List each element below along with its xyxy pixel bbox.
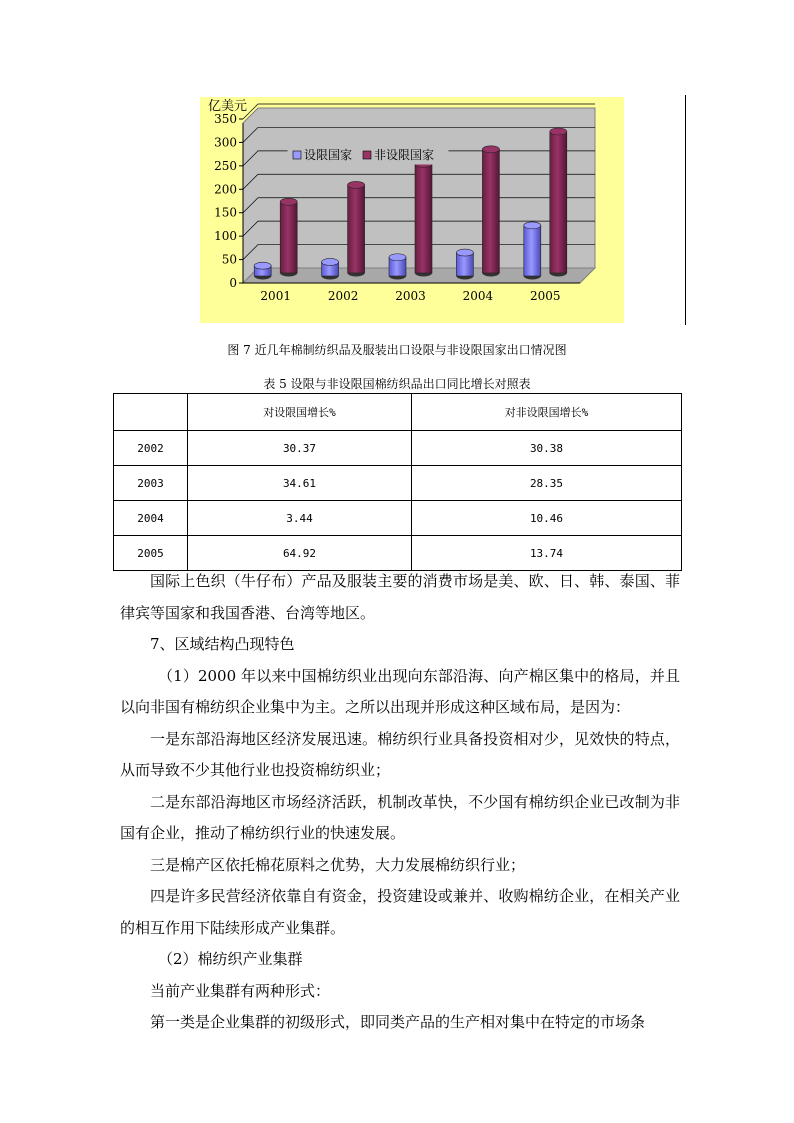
bar-unrestricted-2002 — [348, 185, 365, 273]
paragraph: 四是许多民营经济依靠自有资金，投资建设或兼并、收购棉纺企业，在相关产业的相互作用下陆续形成产业集群。 — [120, 887, 680, 937]
y-tick-label: 350 — [214, 112, 237, 126]
body-text — [120, 566, 680, 1039]
paragraph: 第一类是企业集群的初级形式，即同类产品的生产相对集中在特定的市场条 — [150, 1013, 646, 1031]
bar-top — [254, 262, 271, 269]
export-bar-chart — [200, 97, 624, 323]
bar-top — [389, 254, 406, 261]
table-cell: 13.74 — [412, 536, 682, 571]
x-tick-label: 2005 — [530, 289, 561, 303]
table-cell: 64.92 — [188, 536, 412, 571]
bar-top — [524, 222, 541, 229]
paragraph: 当前产业集群有两种形式： — [150, 981, 331, 1000]
growth-table — [113, 393, 682, 571]
bar-unrestricted-2004 — [482, 149, 499, 273]
x-tick-label: 2002 — [327, 289, 359, 303]
table-cell: 34.61 — [188, 466, 412, 501]
bar-top — [550, 128, 567, 135]
y-axis-unit-label: 亿美元 — [208, 99, 248, 114]
y-tick-label: 200 — [214, 182, 237, 197]
legend-swatch — [363, 151, 371, 159]
legend-label: 设限国家 — [304, 148, 353, 162]
table-cell-year: 2002 — [114, 431, 188, 466]
bar-unrestricted-2001 — [280, 202, 297, 273]
paragraph: （1）2000 年以来中国棉纺织业出现向东部沿海、向产棉区集中的格局，并且以向非国有棉纺织企业集中为主。之所以出现并形成这种区域布局，是因为： — [120, 666, 680, 716]
y-tick-label: 100 — [214, 229, 237, 244]
x-tick-label: 2001 — [260, 289, 291, 303]
y-tick-label: 250 — [214, 158, 237, 173]
table-row — [114, 501, 682, 536]
paragraph: 国际上色织（牛仔布）产品及服装主要的消费市场是美、欧、日、韩、泰国、菲律宾等国家和我国香港、台湾等地区。 — [120, 572, 680, 622]
bar-top — [280, 198, 297, 205]
table-cell: 28.35 — [412, 466, 682, 501]
bar-unrestricted-2005 — [550, 131, 567, 273]
table-header-cell — [114, 394, 188, 431]
bar-top — [322, 258, 339, 265]
legend-label: 非设限国家 — [374, 148, 435, 162]
table-header-row — [114, 394, 682, 431]
bar-top — [482, 146, 499, 153]
table-cell-year: 2004 — [114, 501, 188, 536]
x-tick-label: 2004 — [462, 289, 494, 303]
table-cell: 30.38 — [412, 431, 682, 466]
paragraph: 二是东部沿海地区市场经济活跃，机制改革快，不少国有棉纺织企业已改制为非国有企业，推动了棉纺织行业的快速发展。 — [120, 792, 680, 842]
paragraph: 一是东部沿海地区经济发展迅速。棉纺织行业具备投资相对少，见效快的特点，从而导致不少其他行业也投资棉纺织业； — [120, 729, 680, 779]
table-header-cell: 对非设限国增长% — [412, 394, 682, 431]
table-cell-year: 2003 — [114, 466, 188, 501]
table-row — [114, 431, 682, 466]
chart-svg — [200, 97, 624, 323]
table-cell: 30.37 — [188, 431, 412, 466]
bar-restricted-2005 — [524, 225, 541, 276]
table-cell: 3.44 — [188, 501, 412, 536]
legend-swatch — [293, 151, 301, 159]
table-cell: 10.46 — [412, 501, 682, 536]
bar-unrestricted-2003 — [415, 164, 432, 273]
y-tick-label: 50 — [221, 252, 237, 267]
table-row — [114, 466, 682, 501]
section-heading: 7、区域结构凸现特色 — [150, 635, 295, 653]
figure-caption: 图 7 近几年棉制纺织品及服装出口设限与非设限国家出口情况图 — [227, 343, 567, 357]
y-tick-label: 150 — [214, 205, 237, 220]
table-header-cell: 对设限国增长% — [188, 394, 412, 431]
bar-top — [456, 249, 473, 256]
y-tick-label: 300 — [214, 135, 237, 150]
y-tick-label: 0 — [229, 276, 237, 290]
bar-top — [348, 181, 365, 188]
x-tick-label: 2003 — [395, 289, 426, 303]
margin-rule — [685, 95, 686, 325]
table-caption: 表 5 设限与非设限国棉纺织品出口同比增长对照表 — [263, 377, 531, 391]
paragraph: 三是棉产区依托棉花原料之优势，大力发展棉纺织行业； — [150, 855, 526, 874]
table-cell-year: 2005 — [114, 536, 188, 571]
subsection-heading: （2）棉纺织产业集群 — [158, 950, 303, 968]
